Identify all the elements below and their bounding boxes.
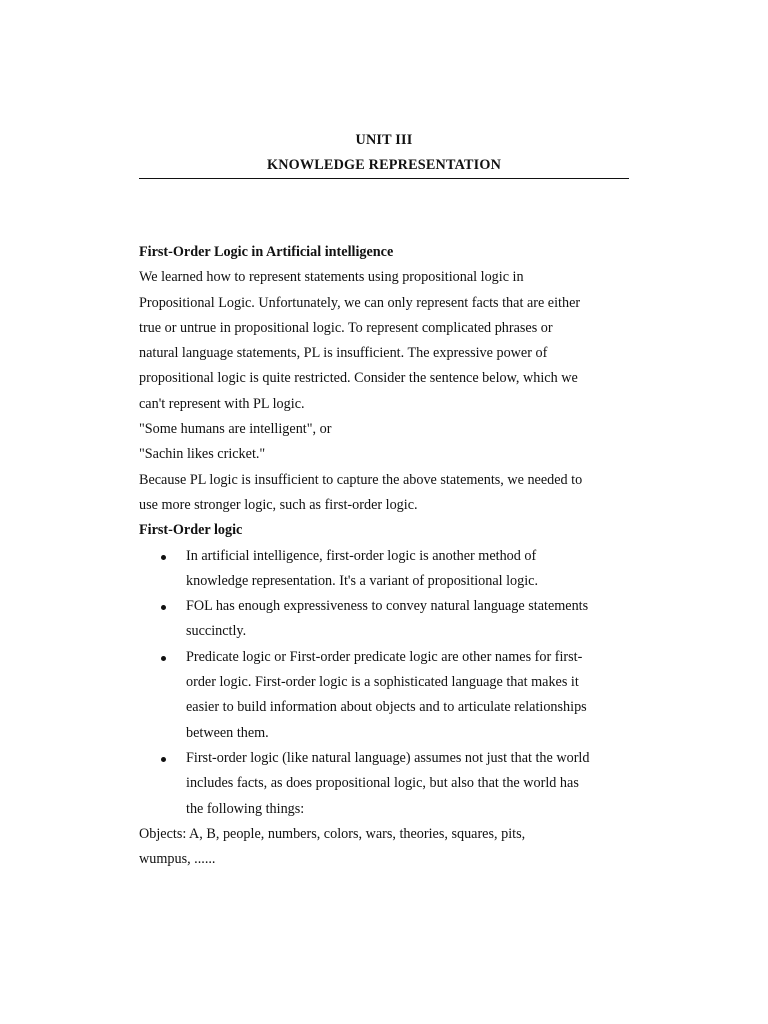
paragraph-line: propositional logic is quite restricted. Consider the sentence below, which we [139,370,578,387]
list-item-line: order logic. First-order logic is a sophisticated language that makes it [186,674,579,691]
list-item-line: easier to build information about objects and to articulate relationships [186,699,587,716]
bullet-icon [161,605,166,610]
bullet-icon [161,656,166,661]
list-item-line: the following things: [186,800,305,817]
example-sentence: "Some humans are intelligent", or [139,421,332,438]
paragraph-line: Objects: A, B, people, numbers, colors, wars, theories, squares, pits, [139,825,526,842]
list-item-line: First-order logic (like natural language) assumes not just that the world [186,749,590,766]
paragraph-line: Propositional Logic. Unfortunately, we can only represent facts that are either [139,294,581,311]
list-item [139,544,629,595]
list-item-line: includes facts, as does propositional logic, but also that the world has [186,775,579,792]
list-item-line: FOL has enough expressiveness to convey natural language statements [186,598,589,615]
list-item-line: succinctly. [186,623,247,640]
list-item [139,746,629,822]
bullet-icon [161,757,166,762]
bullet-list [139,544,629,822]
intro-paragraph [139,265,629,518]
list-item-line: In artificial intelligence, first-order logic is another method of [186,547,537,564]
section-heading-fol-ai: First-Order Logic in Artificial intelligence [139,244,394,260]
paragraph-line: natural language statements, PL is insufficient. The expressive power of [139,345,548,362]
list-item-line: Predicate logic or First-order predicate logic are other names for first- [186,648,583,665]
paragraph-line: can't represent with PL logic. [139,395,305,412]
document-title: KNOWLEDGE REPRESENTATION [266,157,502,173]
list-item [139,594,629,645]
list-item-line: knowledge representation. It's a variant of propositional logic. [186,572,539,589]
list-item-line: between them. [186,724,269,741]
list-item [139,645,629,746]
paragraph-line: Because PL logic is insufficient to capture the above statements, we needed to [139,471,583,488]
section-heading-fol: First-Order logic [139,522,243,539]
paragraph-line: wumpus, ...... [139,851,216,868]
paragraph-line: use more stronger logic, such as first-order logic. [139,496,418,513]
example-sentence: "Sachin likes cricket." [139,446,266,463]
paragraph-line: We learned how to represent statements using propositional logic in [139,269,524,286]
objects-paragraph [139,822,629,873]
bullet-icon [161,555,166,560]
spacer [139,179,629,240]
document-page [139,128,629,872]
paragraph-line: true or untrue in propositional logic. To represent complicated phrases or [139,319,553,336]
unit-label: UNIT III [355,132,413,148]
